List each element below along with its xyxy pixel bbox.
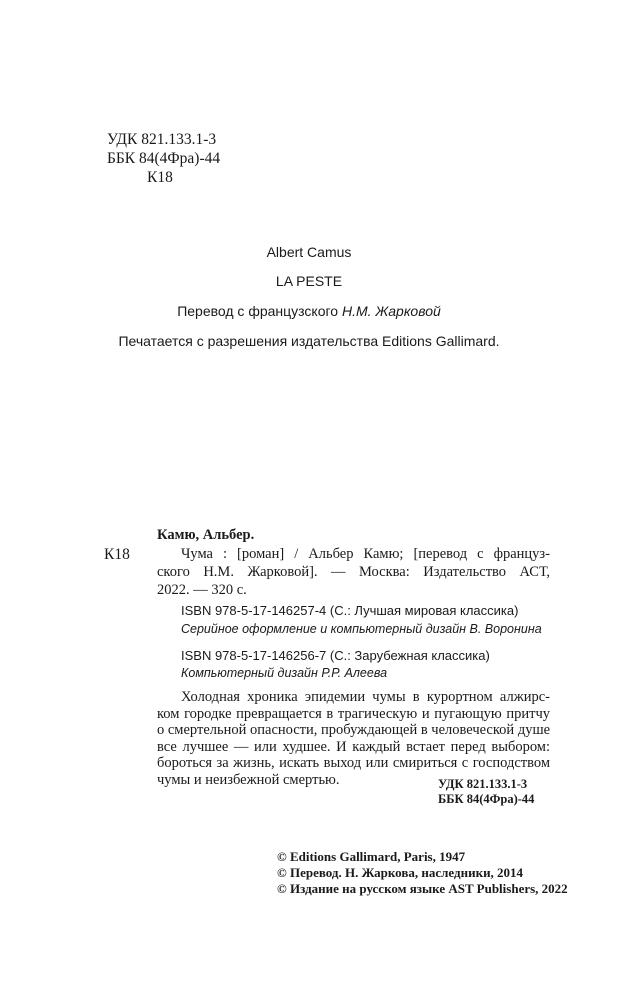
annotation-line: бороться за жизнь, искать выход или смириться с господством <box>157 755 550 771</box>
bib-udk-code: УДК 821.133.1-3 <box>438 777 528 791</box>
translation-credit <box>0 303 618 319</box>
annotation-line: Холодная хроника эпидемии чумы в курортном алжирс- <box>181 689 550 705</box>
original-title: LA PESTE <box>275 273 343 289</box>
author-mark: К18 <box>147 169 173 186</box>
annotation-line: все лучшее — или худшее. И каждый встает перед выбором: <box>157 738 550 755</box>
bib-author-mark: К18 <box>104 546 130 563</box>
annotation-line: ком городке превращается в трагическую и пугающую притчу <box>157 705 550 722</box>
bib-bbk-code: ББК 84(4Фра)-44 <box>438 792 535 806</box>
copyright-line: © Перевод. Н. Жаркова, наследники, 2014 <box>277 865 524 880</box>
isbn-1: ISBN 978-5-17-146257-4 (С.: Лучшая мировая классика) <box>181 603 519 618</box>
bib-author: Камю, Альбер. <box>157 527 255 543</box>
isbn-1-design-note: Серийное оформление и компьютерный дизайн В. Воронина <box>181 622 542 636</box>
original-author: Albert Camus <box>266 244 352 260</box>
translator-name: Н.М. Жарковой <box>341 303 441 319</box>
udk-code: УДК 821.133.1-3 <box>107 131 217 148</box>
isbn-2: ISBN 978-5-17-146256-7 (С.: Зарубежная классика) <box>181 648 490 663</box>
bib-description-line: ского Н.М. Жарковой]. — Москва: Издательство АСТ, <box>157 564 550 580</box>
classification-codes <box>107 130 220 187</box>
publication-permission: Печатается с разрешения издательства Editions Gallimard. <box>118 333 500 349</box>
bbk-code: ББК 84(4Фра)-44 <box>107 150 221 167</box>
bib-classification-codes <box>438 777 534 807</box>
isbn-2-design-note: Компьютерный дизайн Р.Р. Алеева <box>181 666 388 680</box>
translation-prefix: Перевод с французского <box>177 303 342 319</box>
bib-description-line: Чума : [роман] / Альбер Камю; [перевод с францyз- <box>181 546 550 562</box>
annotation-line: чумы и неизбежной смертью. <box>157 771 340 788</box>
book-annotation <box>157 689 550 788</box>
copyright-line: © Editions Gallimard, Paris, 1947 <box>277 849 466 864</box>
annotation-line: о смертельной опасности, пробуждающей в человеческой душе <box>157 722 551 738</box>
bib-description <box>157 545 550 599</box>
bib-description-line: 2022. — 320 с. <box>157 582 247 598</box>
copyright-notices <box>277 849 568 897</box>
copyright-line: © Издание на русском языке AST Publishers, 2022 <box>277 881 568 896</box>
